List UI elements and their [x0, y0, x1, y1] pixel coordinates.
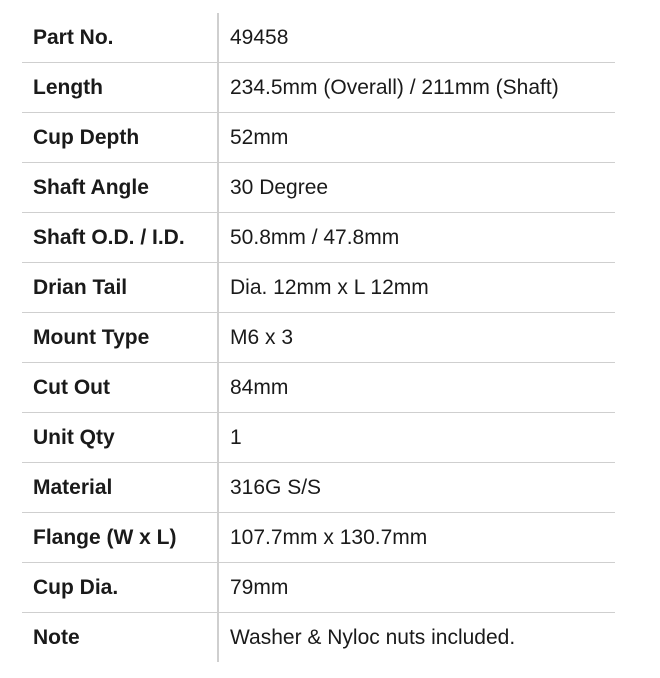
spec-label: Length — [22, 63, 218, 113]
table-row — [22, 163, 615, 213]
table-row — [22, 513, 615, 563]
spec-value: 30 Degree — [218, 163, 615, 213]
spec-label: Cup Dia. — [22, 563, 218, 613]
spec-label: Drian Tail — [22, 263, 218, 313]
spec-label: Mount Type — [22, 313, 218, 363]
table-row — [22, 563, 615, 613]
table-row — [22, 413, 615, 463]
spec-label: Part No. — [22, 13, 218, 63]
spec-value: 52mm — [218, 113, 615, 163]
spec-label: Cut Out — [22, 363, 218, 413]
table-row — [22, 63, 615, 113]
table-row — [22, 113, 615, 163]
table-row — [22, 363, 615, 413]
spec-value: 107.7mm x 130.7mm — [218, 513, 615, 563]
table-row — [22, 313, 615, 363]
spec-value: M6 x 3 — [218, 313, 615, 363]
table-row — [22, 213, 615, 263]
spec-label: Flange (W x L) — [22, 513, 218, 563]
spec-value: Dia. 12mm x L 12mm — [218, 263, 615, 313]
spec-label: Unit Qty — [22, 413, 218, 463]
spec-value: 234.5mm (Overall) / 211mm (Shaft) — [218, 63, 615, 113]
spec-value: 316G S/S — [218, 463, 615, 513]
spec-table — [22, 13, 615, 662]
spec-value: 79mm — [218, 563, 615, 613]
spec-label: Shaft Angle — [22, 163, 218, 213]
spec-label: Cup Depth — [22, 113, 218, 163]
table-row — [22, 613, 615, 663]
table-row — [22, 13, 615, 63]
spec-value: 1 — [218, 413, 615, 463]
spec-value: 84mm — [218, 363, 615, 413]
spec-label: Material — [22, 463, 218, 513]
table-row — [22, 263, 615, 313]
spec-label: Shaft O.D. / I.D. — [22, 213, 218, 263]
spec-value: 49458 — [218, 13, 615, 63]
table-row — [22, 463, 615, 513]
spec-label: Note — [22, 613, 218, 663]
spec-value: Washer & Nyloc nuts included. — [230, 625, 516, 649]
spec-value: 50.8mm / 47.8mm — [218, 213, 615, 263]
